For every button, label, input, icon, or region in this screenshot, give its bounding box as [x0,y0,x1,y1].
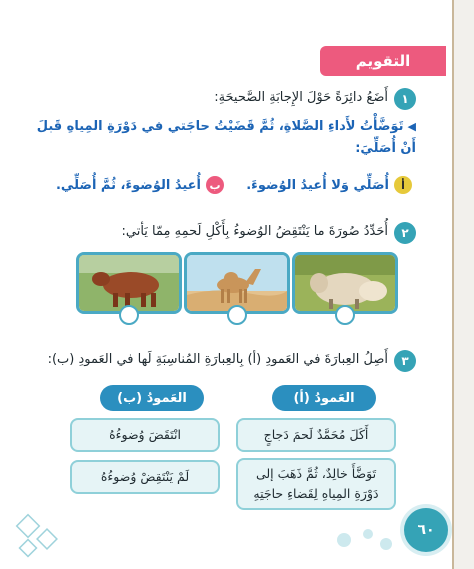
sheep-image [295,255,395,311]
camel-image [187,255,287,311]
column-b-item-1[interactable]: انْتَقَضَ وُضوءُهُ [70,418,220,452]
choice-b-text: أُعيدُ الوُضوءَ، ثُمَّ أُصَلِّي. [55,177,201,193]
question-3-prompt: أَصِلُ العِبارَةَ في العَمودِ (أ) بِالعِبارَةِ المُناسِبَةِ لَها في العَمودِ (ب): [47,352,388,367]
question-3-number: ٣ [394,350,416,372]
column-a-item-1[interactable]: أَكَلَ مُحَمَّدٌ لَحمَ دَجاجٍ [236,418,396,452]
section-title-badge: التقويم [320,46,446,76]
question-1-statement [36,116,416,160]
question-1-number: ١ [394,88,416,110]
column-a-item-2[interactable]: تَوَضَّأَ خالِدٌ، ثُمَّ ذَهَبَ إلى دَوْرَةِ المِياهِ لِقَضاءِ حاجَتِهِ [236,458,396,510]
question-1-prompt: أَضَعُ دائِرَةً حَوْلَ الإِجابَةِ الصَّحيحَةِ: [214,90,388,105]
column-a-header: العَمودُ (أ) [272,385,376,411]
question-2-number: ٢ [394,222,416,244]
decorative-side-strip [452,0,474,569]
cow-image [79,255,179,311]
triangle-bullet-icon: ◀ [407,120,416,133]
sheep-answer-circle[interactable] [335,305,355,325]
choice-b-letter: ب [206,176,224,194]
cow-answer-circle[interactable] [119,305,139,325]
camel-answer-circle[interactable] [227,305,247,325]
column-b-item-2[interactable]: لَمْ يَنْتَقِضْ وُضوءُهُ [70,460,220,494]
decorative-flower-icon [330,520,400,560]
choice-a-letter: أ [394,176,412,194]
choice-a-text: أُصَلِّي وَلا أُعيدُ الوُضوءَ. [246,177,389,193]
column-b-header: العَمودُ (ب) [100,385,204,411]
question-2-prompt: أُحَدِّدُ صُورَةَ ما يَنْتَقِضُ الوُضوءُ بِأَكْلِ لَحمِهِ مِمّا يَأتي: [121,224,388,239]
question-1-choice-a[interactable] [246,176,412,194]
page-number-badge: ٦٠ [404,508,448,552]
decorative-pattern-icon [14,512,74,564]
question-1-statement-text: تَوَضَّأْتُ لأَداءِ الصَّلاةِ، ثُمَّ قَضَيْتُ حاجَتي في دَوْرَةِ المِياهِ قَبلَ أَنْ أُصَلِّيَ: [36,119,416,156]
question-1-choice-b[interactable] [56,176,224,194]
